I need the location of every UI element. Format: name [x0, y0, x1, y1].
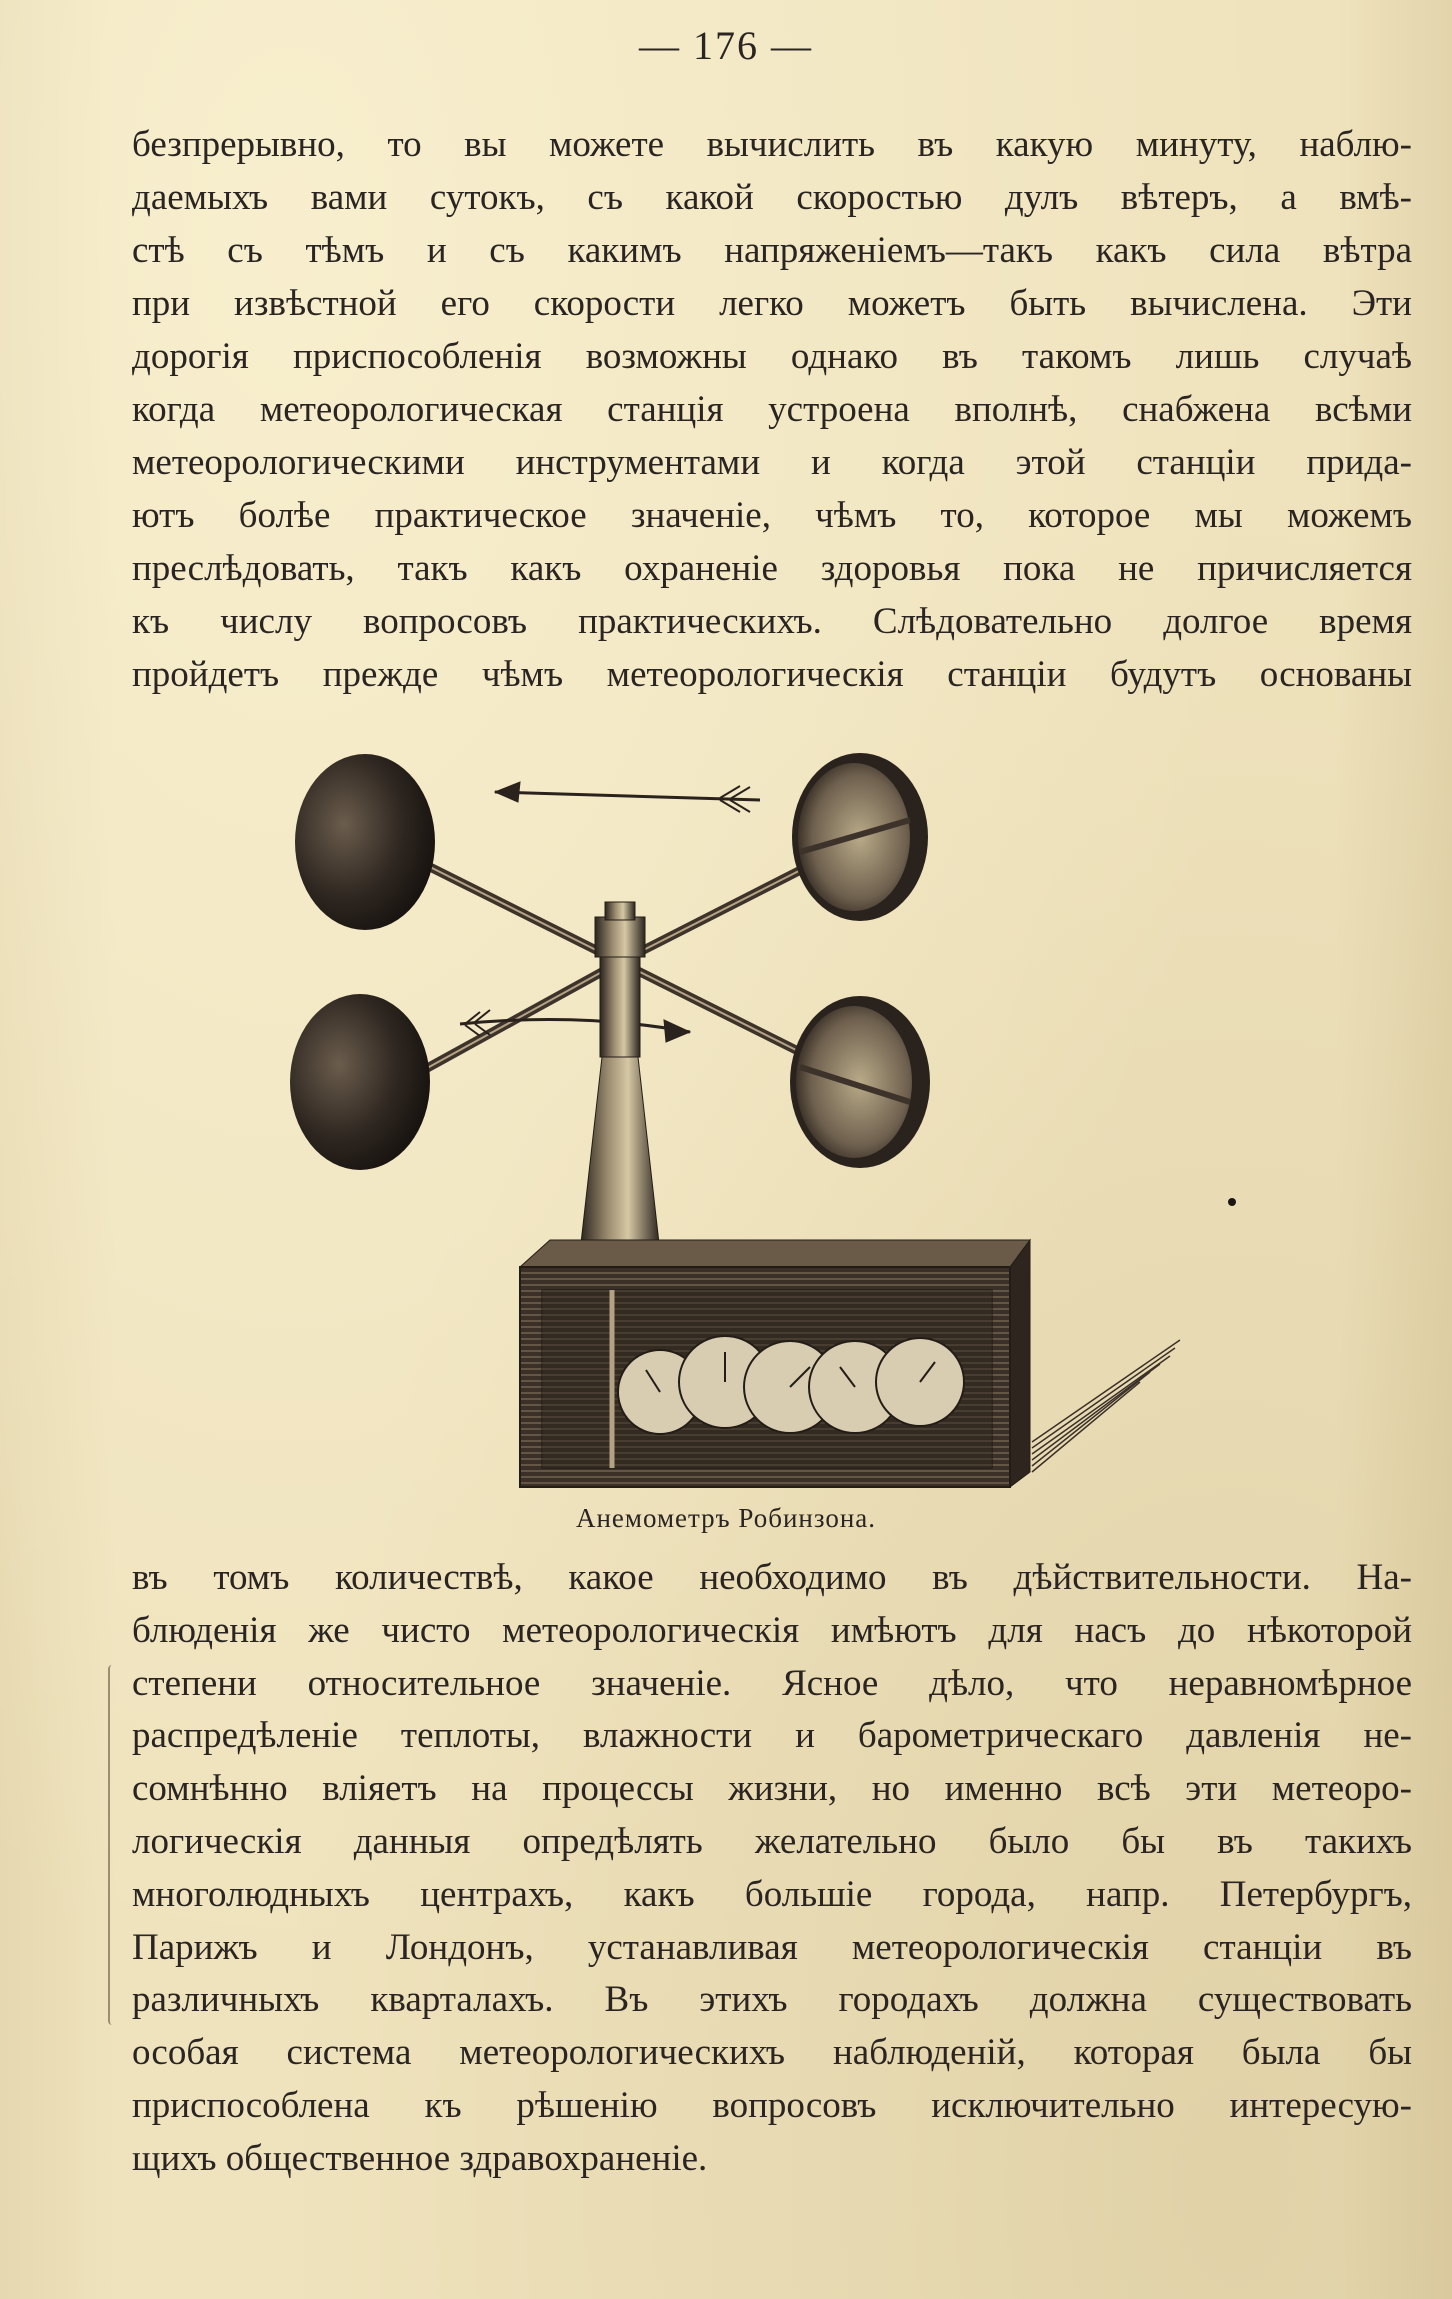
top-paragraph [132, 118, 1412, 701]
anemometer-illustration [280, 742, 1260, 1502]
cup-bottom-right [790, 996, 930, 1168]
text-line: когда метеорологическая станція устроена вполнѣ, снабжена всѣми [132, 389, 1412, 430]
text-line: сомнѣнно вліяетъ на процессы жизни, но именно всѣ эти метеоро- [132, 1768, 1412, 1810]
text-line: въ томъ количествѣ, какое необходимо въ дѣйствительности. На- [132, 1557, 1412, 1598]
text-line: многолюдныхъ центрахъ, какъ большіе города, напр. Петербургъ, [132, 1873, 1412, 1915]
wind-arrow-top [495, 782, 760, 812]
page-number: — 176 — [639, 23, 813, 68]
text-line: степени относительное значеніе. Ясное дѣло, что неравномѣрное [132, 1662, 1412, 1704]
margin-pencil-mark [108, 1665, 116, 2025]
text-line: логическія данныя опредѣлять желательно было бы въ такихъ [132, 1820, 1412, 1862]
text-line: безпрерывно, то вы можете вычислить въ какую минуту, наблю- [132, 124, 1412, 165]
text-line: къ числу вопросовъ практическихъ. Слѣдовательно долгое время [132, 601, 1412, 642]
cup-top-right [792, 753, 928, 921]
bottom-paragraph [132, 1552, 1412, 2186]
text-line: при извѣстной его скорости легко можетъ быть вычислена. Эти [132, 283, 1412, 324]
text-line: метеорологическими инструментами и когда этой станціи прида- [132, 442, 1412, 483]
text-line: распредѣленіе теплоты, влажности и барометрическаго давленія не- [132, 1715, 1412, 1757]
text-line: ютъ болѣе практическое значеніе, чѣмъ то, которое мы можемъ [132, 495, 1412, 536]
text-line: пройдетъ прежде чѣмъ метеорологическія станціи будутъ основаны [132, 654, 1412, 695]
box-shadow-lines [1032, 1340, 1180, 1472]
figure-caption: Анемометръ Робинзона. [575, 1503, 877, 1533]
text-line: различныхъ кварталахъ. Въ этихъ городахъ должна существовать [132, 1979, 1412, 2021]
anemometer-stand [550, 902, 690, 1271]
dial-gauges [618, 1336, 964, 1434]
text-line: Парижъ и Лондонъ, устанавливая метеорологическія станціи въ [132, 1926, 1412, 1968]
text-line: приспособлена къ рѣшенію вопросовъ исключительно интересую- [132, 2084, 1412, 2126]
ink-dot [1228, 1198, 1236, 1206]
text-line: особая система метеорологическихъ наблюденій, которая была бы [132, 2032, 1412, 2074]
cup-bottom-left [290, 994, 430, 1170]
text-line: даемыхъ вами сутокъ, съ какой скоростью дулъ вѣтеръ, а вмѣ- [132, 177, 1412, 218]
text-line: преслѣдовать, такъ какъ охраненіе здоровья пока не причисляется [132, 548, 1412, 589]
text-line: блюденія же чисто метеорологическія имѣютъ для насъ до нѣкоторой [132, 1609, 1412, 1651]
text-line: дорогія приспособленія возможны однако въ такомъ лишь случаѣ [132, 336, 1412, 377]
cup-top-left [295, 754, 435, 930]
text-line: стѣ съ тѣмъ и съ какимъ напряженіемъ—такъ какъ сила вѣтра [132, 230, 1412, 271]
text-line: щихъ общественное здравохраненіе. [132, 2137, 708, 2179]
